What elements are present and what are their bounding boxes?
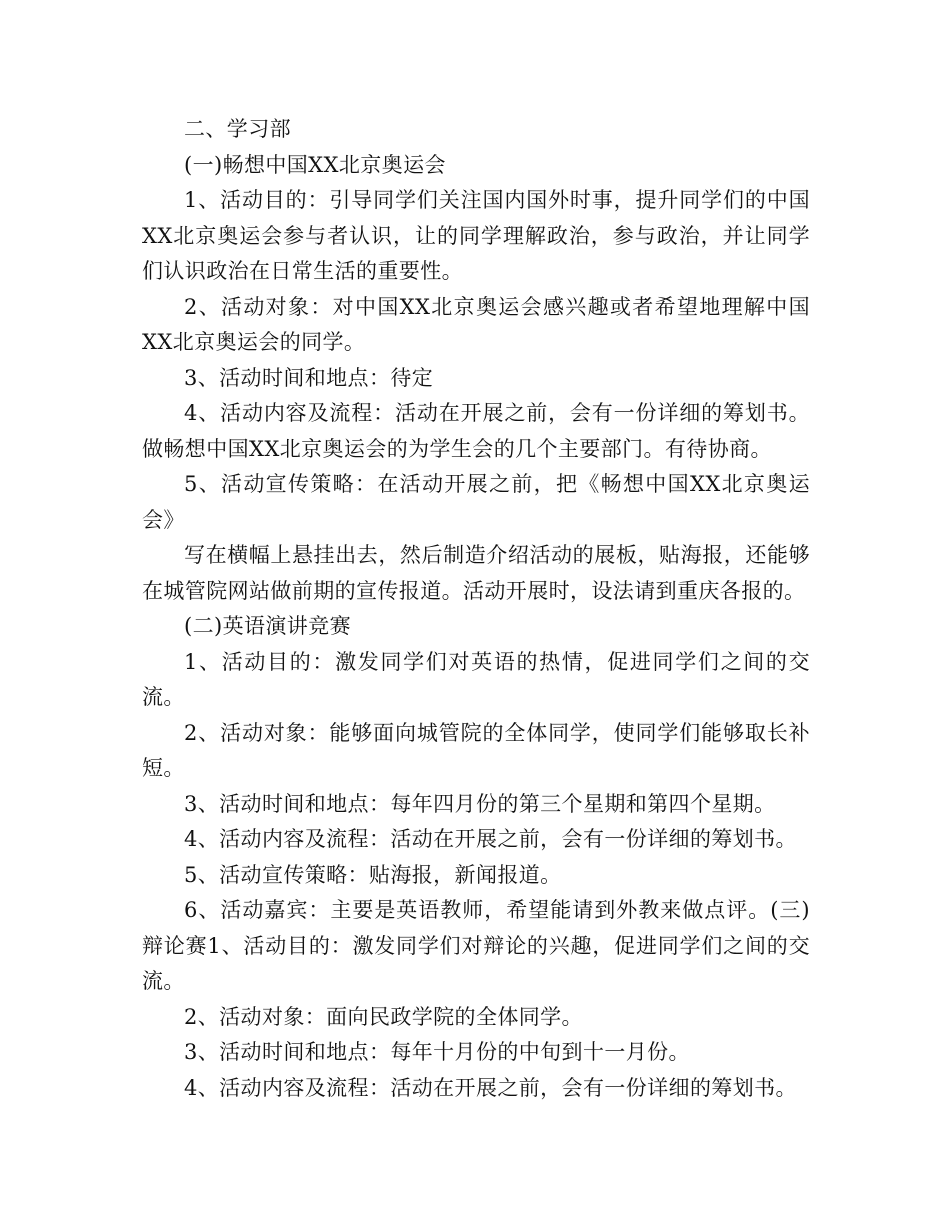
paragraph: 2、活动对象：能够面向城管院的全体同学，使同学们能够取长补短。 [142, 720, 810, 780]
paragraph: 6、活动嘉宾：主要是英语教师，希望能请到外教来做点评。(三)辩论赛1、活动目的：激发同学们对辩论的兴趣，促进同学们之间的交流。 [142, 898, 810, 993]
paragraph: 1、活动目的：激发同学们对英语的热情，促进同学们之间的交流。 [142, 649, 810, 709]
paragraph: 4、活动内容及流程：活动在开展之前，会有一份详细的筹划书。 [184, 827, 797, 851]
document-body [142, 112, 810, 1106]
paragraph: 3、活动时间和地点：待定 [184, 365, 434, 390]
paragraph: 4、活动内容及流程：活动在开展之前，会有一份详细的筹划书。 [184, 1075, 797, 1100]
paragraph: 5、活动宣传策略：在活动开展之前，把《畅想中国XX北京奥运会》 [142, 472, 810, 532]
paragraph: 3、活动时间和地点：每年十月份的中旬到十一月份。 [184, 1040, 690, 1064]
subsection-heading: (一)畅想中国XX北京奥运会 [184, 152, 446, 177]
paragraph: 写在横幅上悬挂出去，然后制造介绍活动的展板，贴海报，还能够在城管院网站做前期的宣传报道。活动开展时，设法请到重庆各报的。 [142, 543, 810, 603]
paragraph: 5、活动宣传策略：贴海报，新闻报道。 [184, 862, 562, 887]
subsection-heading: (二)英语演讲竞赛 [184, 614, 351, 638]
paragraph: 2、活动对象：面向民政学院的全体同学。 [184, 1004, 583, 1029]
paragraph: 4、活动内容及流程：活动在开展之前，会有一份详细的筹划书。做畅想中国XX北京奥运会的为学生会的几个主要部门。有待协商。 [142, 401, 810, 461]
paragraph: 2、活动对象：对中国XX北京奥运会感兴趣或者希望地理解中国XX北京奥运会的同学。 [142, 294, 810, 354]
paragraph: 3、活动时间和地点：每年四月份的第三个星期和第四个星期。 [184, 791, 776, 816]
section-heading: 二、学习部 [184, 117, 291, 141]
paragraph: 1、活动目的：引导同学们关注国内国外时事，提升同学们的中国XX北京奥运会参与者认识，让的同学理解政治，参与政治，并让同学们认识政治在日常生活的重要性。 [142, 188, 810, 283]
